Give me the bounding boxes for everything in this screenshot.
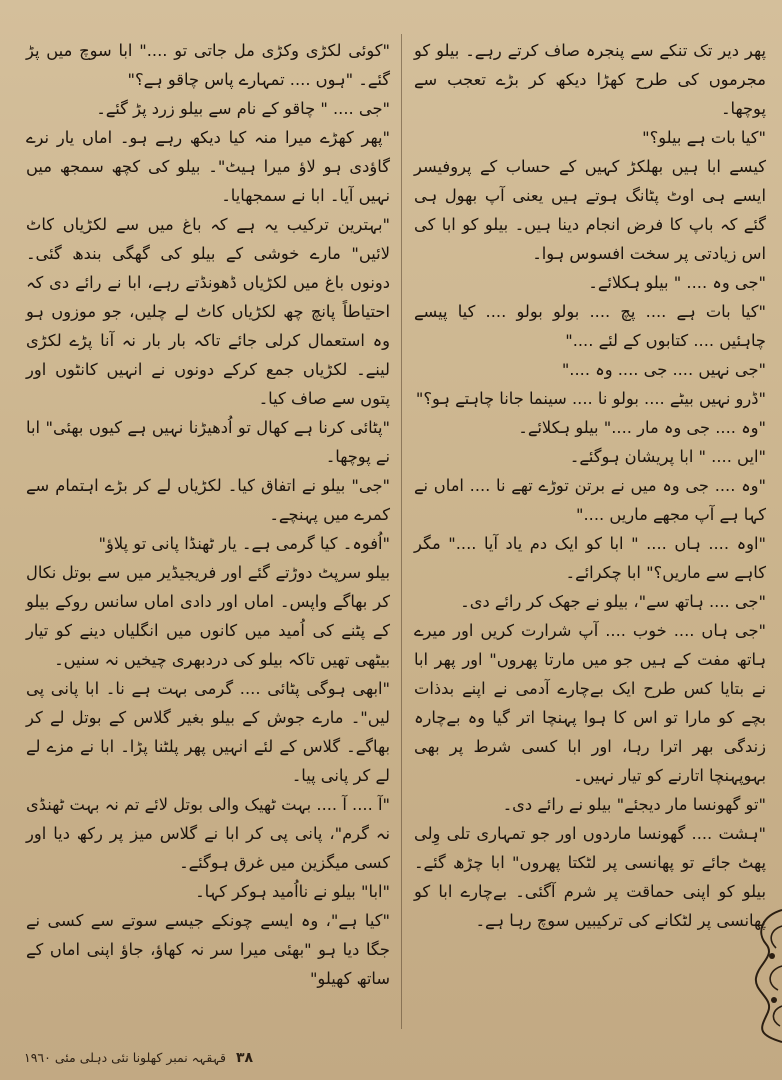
paragraph: "وہ .... جی وہ میں نے برتن توڑے تھے نا .... اماں نے کہا ہے آپ مجھے ماریں ...." (414, 476, 766, 524)
paragraph: "تو گھونسا مار دیجئے" بیلو نے رائے دی۔ (502, 795, 766, 814)
paragraph: "جی وہ .... " بیلو ہکلائے۔ (588, 273, 766, 292)
paragraph: بیلو سرپٹ دوڑتے گئے اور فریجیڈیر میں سے بوتل نکال کر بھاگے واپس۔ اماں اور دادی اماں سانس روکے بیلو کے پٹنے کی اُمید میں کانوں میں انگلیاں دینے کو تیار بیٹھی تھیں تاکہ بیلو کی دردبھری چیخیں نہ سنیں۔ (26, 563, 390, 669)
page-footer (24, 1046, 314, 1070)
left-column (26, 36, 390, 993)
paragraph: "پٹائی کرنا ہے کھال تو اُدھیڑنا نہیں ہے کیوں بھئی" ابا نے پوچھا۔ (26, 418, 390, 466)
paragraph: "بہترین ترکیب یہ ہے کہ باغ میں سے لکڑیاں کاٹ لائیں" مارے خوشی کے بیلو کی گھگی بندھ گئی۔ دونوں باغ میں لکڑیاں ڈھونڈتے رہے، ابا نے رائے دی کہ احتیاطاً پانچ چھ لکڑیاں کاٹ لے چلیں، جو موزوں ہو وہ استعمال کرلی جائے تاکہ بار بار نہ آنا پڑے لکڑی لینے۔ لکڑیاں جمع کرکے دونوں نے انہیں کانٹوں اور پتوں سے صاف کیا۔ (26, 215, 390, 408)
paragraph: "وہ .... جی وہ مار ...." بیلو ہکلائے۔ (518, 418, 766, 437)
paragraph: "کیا بات ہے .... پچ .... بولو بولو .... کیا پیسے چاہئیں .... کتابوں کے لئے ...." (414, 302, 766, 350)
paragraph: "جی نہیں .... جی .... وہ ...." (561, 360, 766, 379)
paragraph: "ایں .... " ابا پریشان ہوگئے۔ (569, 447, 766, 466)
paragraph: "ابھی ہوگی پٹائی .... گرمی بہت ہے نا۔ ابا پانی پی لیں"۔ مارے جوش کے بیلو بغیر گلاس کے بوتل لے کر بھاگے۔ گلاس کے لئے انہیں پھر پلٹنا پڑا۔ ابا نے مزے لے لے کر پانی پیا۔ (26, 679, 390, 785)
paragraph: "پھر کھڑے میرا منہ کیا دیکھ رہے ہو۔ اماں یار نرے گاؤدی ہو لاؤ میرا ہیٹ"۔ بیلو کی کچھ سمجھ میں نہیں آیا۔ ابا نے سمجھایا۔ (26, 128, 390, 205)
paragraph: "ہشت .... گھونسا ماردوں اور جو تمہاری تلی وِلی پھٹ جائے تو پھانسی پر لٹکتا پھروں" ابا چڑھ گئے۔ بیلو کو اپنی حماقت پر شرم آگئی۔ بےچارے ابا کو پھانسی پر لٹکانے کی ترکیبیں سوچ رہا ہے۔ (414, 824, 766, 930)
paragraph: "جی" بیلو نے اتفاق کیا۔ لکڑیاں لے کر بڑے اہتمام سے کمرے میں پہنچے۔ (26, 476, 390, 524)
corner-ornament (752, 906, 782, 1046)
paragraph: "ابا" بیلو نے نااُمید ہوکر کہا۔ (195, 882, 390, 901)
paragraph: پھر دیر تک تنکے سے پنجرہ صاف کرتے رہے۔ بیلو کو مجرموں کی طرح کھڑا دیکھ کر بڑے تعجب سے پوچھا۔ (414, 41, 766, 118)
paragraph: "کیا ہے"، وہ ایسے چونکے جیسے سوتے سے کسی نے جگا دیا ہو "بھئی میرا سر نہ کھاؤ، جاؤ اپنی اماں کے ساتھ کھیلو" (26, 911, 390, 988)
paragraph: "جی .... " چاقو کے نام سے بیلو زرد پڑ گئے۔ (96, 99, 390, 118)
paragraph: "آ .... آ .... بہت ٹھیک والی بوتل لائے تم نہ بہت ٹھنڈی نہ گرم"، پانی پی کر ابا نے گلاس میز پر رکھ دیا اور کسی میگزین میں غرق ہوگئے۔ (26, 795, 390, 872)
paragraph: "کوئی لکڑی وکڑی مل جاتی تو ...." ابا سوچ میں پڑ گئے۔ "ہوں .... تمہارے پاس چاقو ہے؟" (26, 41, 390, 89)
magazine-name: قہقہہ نمبر کھلونا نئی دہلی مئی ١٩٦٠ (24, 1050, 226, 1065)
column-divider (401, 34, 402, 1029)
right-column (414, 36, 766, 935)
paragraph: "جی ہاں .... خوب .... آپ شرارت کریں اور میرے ہاتھ مفت کے ہیں جو میں مارتا پھروں" اور پھر ابا نے بتایا کس طرح ایک بےچارے آدمی نے اپنے بدذات بچے کو مارا تو اس کا ہوا پہنچا اتر گیا وہ بےچارہ زندگی بھر اترا رہا، اور ابا کسی شرط پر بھی بہوپہنچا اتارنے کو تیار نہیں۔ (414, 621, 766, 785)
paragraph: "کیا بات ہے بیلو؟" (642, 128, 766, 147)
paragraph: "جی .... ہاتھ سے"، بیلو نے جھک کر رائے دی۔ (460, 592, 766, 611)
paragraph: "ڈرو نہیں بیٹے .... بولو نا .... سینما جانا چاہتے ہو؟" (415, 389, 766, 408)
paragraph: "اوہ .... ہاں .... " ابا کو ایک دم یاد آیا ...." مگر کاہے سے ماریں؟" ابا چکرائے۔ (414, 534, 766, 582)
paragraph: "اُفوہ۔ کیا گرمی ہے۔ یار ٹھنڈا پانی تو پلاؤ" (98, 534, 390, 553)
paragraph: کیسے ابا ہیں بھلکڑ کہیں کے حساب کے پروفیسر ایسے ہی اوٹ پٹانگ ہوتے ہیں یعنی آپ بھول ہی گئے کہ باپ کا فرض انجام دینا ہیں۔ بیلو کو ابا کی اس زیادتی پر سخت افسوس ہوا۔ (414, 157, 766, 263)
page-number: ٣٨ (235, 1050, 254, 1066)
